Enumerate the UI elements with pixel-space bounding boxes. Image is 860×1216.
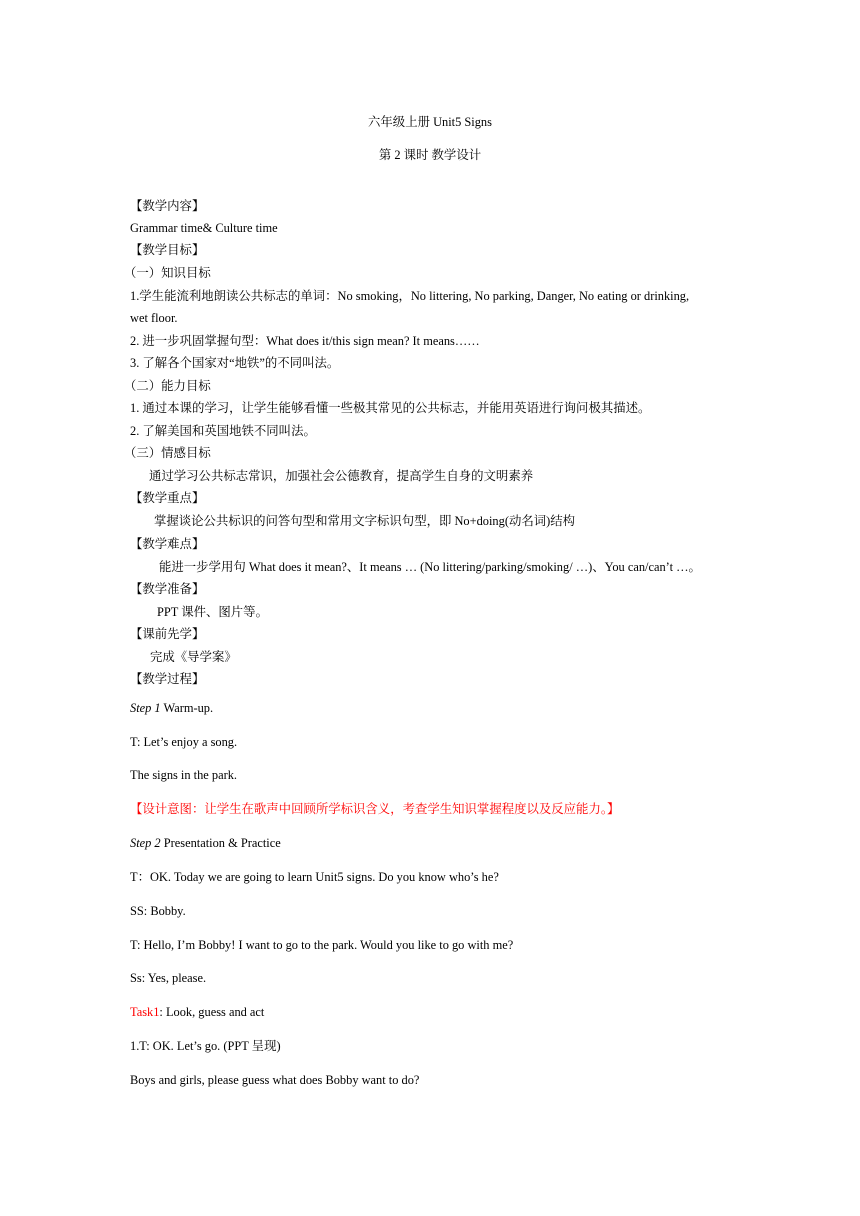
ability-item-2: 2. 了解美国和英国地铁不同叫法。: [130, 424, 316, 438]
design-intent-note: 【设计意图：让学生在歌声中回顾所学标识含义，考查学生知识掌握程度以及反应能力。】: [130, 802, 620, 816]
subheading-ability: （二）能力目标: [124, 379, 211, 393]
subheading-emotion: （三）情感目标: [124, 446, 211, 460]
preparation-text: PPT 课件、图片等。: [157, 605, 268, 619]
knowledge-item-3: 3. 了解各个国家对“地铁”的不同叫法。: [130, 356, 340, 370]
process-line-3: T：OK. Today we are going to learn Unit5 signs. Do you know who’s he?: [130, 870, 499, 884]
process-line-8: Boys and girls, please guess what does Bobby want to do?: [130, 1073, 420, 1087]
document-title: 六年级上册 Unit5 Signs: [368, 115, 492, 129]
step-2: [130, 835, 281, 851]
process-line-4: SS: Bobby.: [130, 904, 186, 918]
knowledge-item-1: 1.学生能流利地朗读公共标志的单词：No smoking，No littering, No parking, Danger, No eating or drinking,: [130, 289, 690, 303]
content-text: Grammar time& Culture time: [130, 221, 278, 235]
emotion-text: 通过学习公共标志常识，加强社会公德教育，提高学生自身的文明素养: [149, 469, 534, 483]
step-2-text: Presentation & Practice: [160, 836, 281, 850]
step-2-label: Step 2: [130, 836, 161, 850]
process-line-2: The signs in the park.: [130, 768, 238, 782]
process-line-7: 1.T: OK. Let’s go. (PPT 呈现): [130, 1039, 281, 1053]
section-heading-process: 【教学过程】: [130, 672, 205, 686]
key-points-text: 掌握谈论公共标识的问答句型和常用文字标识句型，即 No+doing(动名词)结构: [154, 514, 576, 528]
document-subtitle: 第 2 课时 教学设计: [378, 148, 482, 162]
step-1-text: Warm-up.: [160, 701, 214, 715]
process-line-1: T: Let’s enjoy a song.: [130, 735, 238, 749]
knowledge-item-1-cont: wet floor.: [130, 311, 178, 325]
process-line-5: T: Hello, I’m Bobby! I want to go to the park. Would you like to go with me?: [130, 938, 514, 952]
step-1: [130, 700, 213, 716]
subheading-knowledge: （一）知识目标: [124, 266, 211, 280]
section-heading-preview: 【课前先学】: [130, 627, 205, 641]
difficulties-text: 能进一步学用句 What does it mean?、It means … (No littering/parking/smoking/ …)、You can/can’t …。: [159, 560, 701, 574]
knowledge-item-2: 2. 进一步巩固掌握句型：What does it/this sign mean? It means……: [130, 334, 480, 348]
section-heading-objectives: 【教学目标】: [130, 243, 205, 257]
process-line-6: Ss: Yes, please.: [130, 971, 207, 985]
section-heading-preparation: 【教学准备】: [130, 582, 205, 596]
section-heading-content: 【教学内容】: [130, 199, 205, 213]
task-1-text: : Look, guess and act: [159, 1005, 265, 1019]
preview-text: 完成《导学案》: [150, 650, 237, 664]
task-1: [130, 1004, 264, 1020]
step-1-label: Step 1: [130, 701, 161, 715]
task-1-label: Task1: [130, 1005, 160, 1019]
section-heading-difficulties: 【教学难点】: [130, 537, 205, 551]
ability-item-1: 1. 通过本课的学习，让学生能够看懂一些极其常见的公共标志，并能用英语进行询问极其描述。: [130, 401, 651, 415]
section-heading-key-points: 【教学重点】: [130, 491, 205, 505]
